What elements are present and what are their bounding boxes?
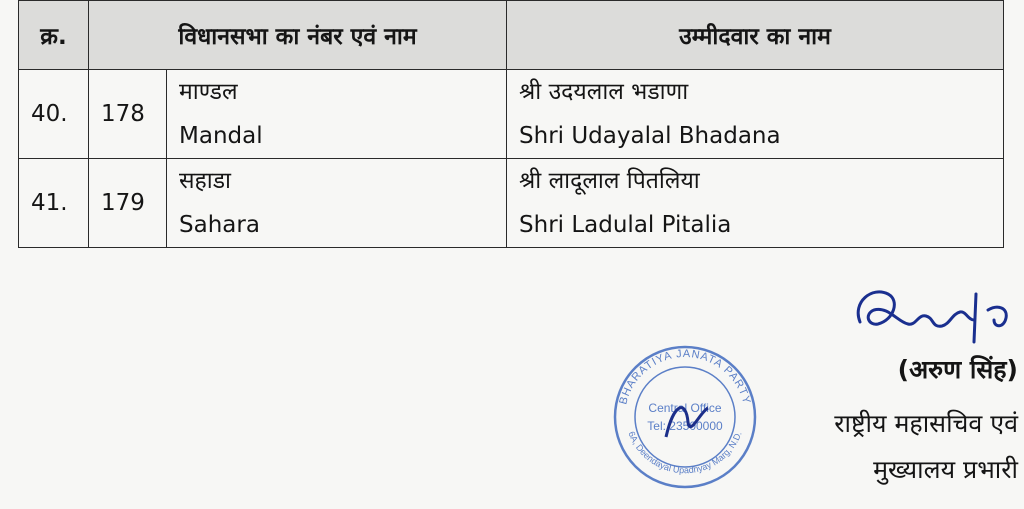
constituency-name-hindi: सहाडा [179,168,231,194]
stamp-office-text: Central Office [648,401,722,415]
candidate-table [18,0,1004,248]
candidate-name-english: Shri Ladulal Pitalia [519,212,732,238]
stamp-party-text: BHARATIYA JANATA PARTY [617,347,753,406]
svg-text:6A, Deendayal Upadhyay Marg, N [626,430,743,475]
header-serial: क्र. [19,1,89,70]
header-candidate: उम्मीदवार का नाम [507,1,1004,70]
handwritten-signature [848,280,1024,350]
row-constituency-name [167,70,507,159]
party-stamp [604,342,766,492]
row-constituency-name [167,159,507,248]
stamp-address-text: 6A, Deendayal Upadhyay Marg, N.D. [626,429,744,476]
header-constituency: विधानसभा का नंबर एवं नाम [89,1,507,70]
row-constituency-number: 178 [89,70,167,159]
row-candidate-name [507,70,1004,159]
table-header-row [19,1,1004,70]
table-row [19,70,1004,159]
row-candidate-name [507,159,1004,248]
constituency-name-english: Sahara [179,212,260,238]
candidate-name-hindi: श्री लादूलाल पितलिया [519,168,700,194]
row-serial: 40. [19,70,89,159]
signatory-name: (अरुण सिंह) [897,355,1018,384]
signatory-title: राष्ट्रीय महासचिव एवं [834,409,1018,438]
stamp-tel-text: Tel: 23500000 [647,419,723,433]
constituency-name-hindi: माण्डल [179,79,238,105]
svg-text:BHARATIYA JANATA PARTY [617,348,752,406]
row-serial: 41. [19,159,89,248]
row-constituency-number: 179 [89,159,167,248]
table-row [19,159,1004,248]
constituency-name-english: Mandal [179,123,263,149]
candidate-name-english: Shri Udayalal Bhadana [519,123,781,149]
candidate-name-hindi: श्री उदयलाल भडाणा [519,79,689,105]
signatory-title-second-line: मुख्यालय प्रभारी [873,455,1018,484]
